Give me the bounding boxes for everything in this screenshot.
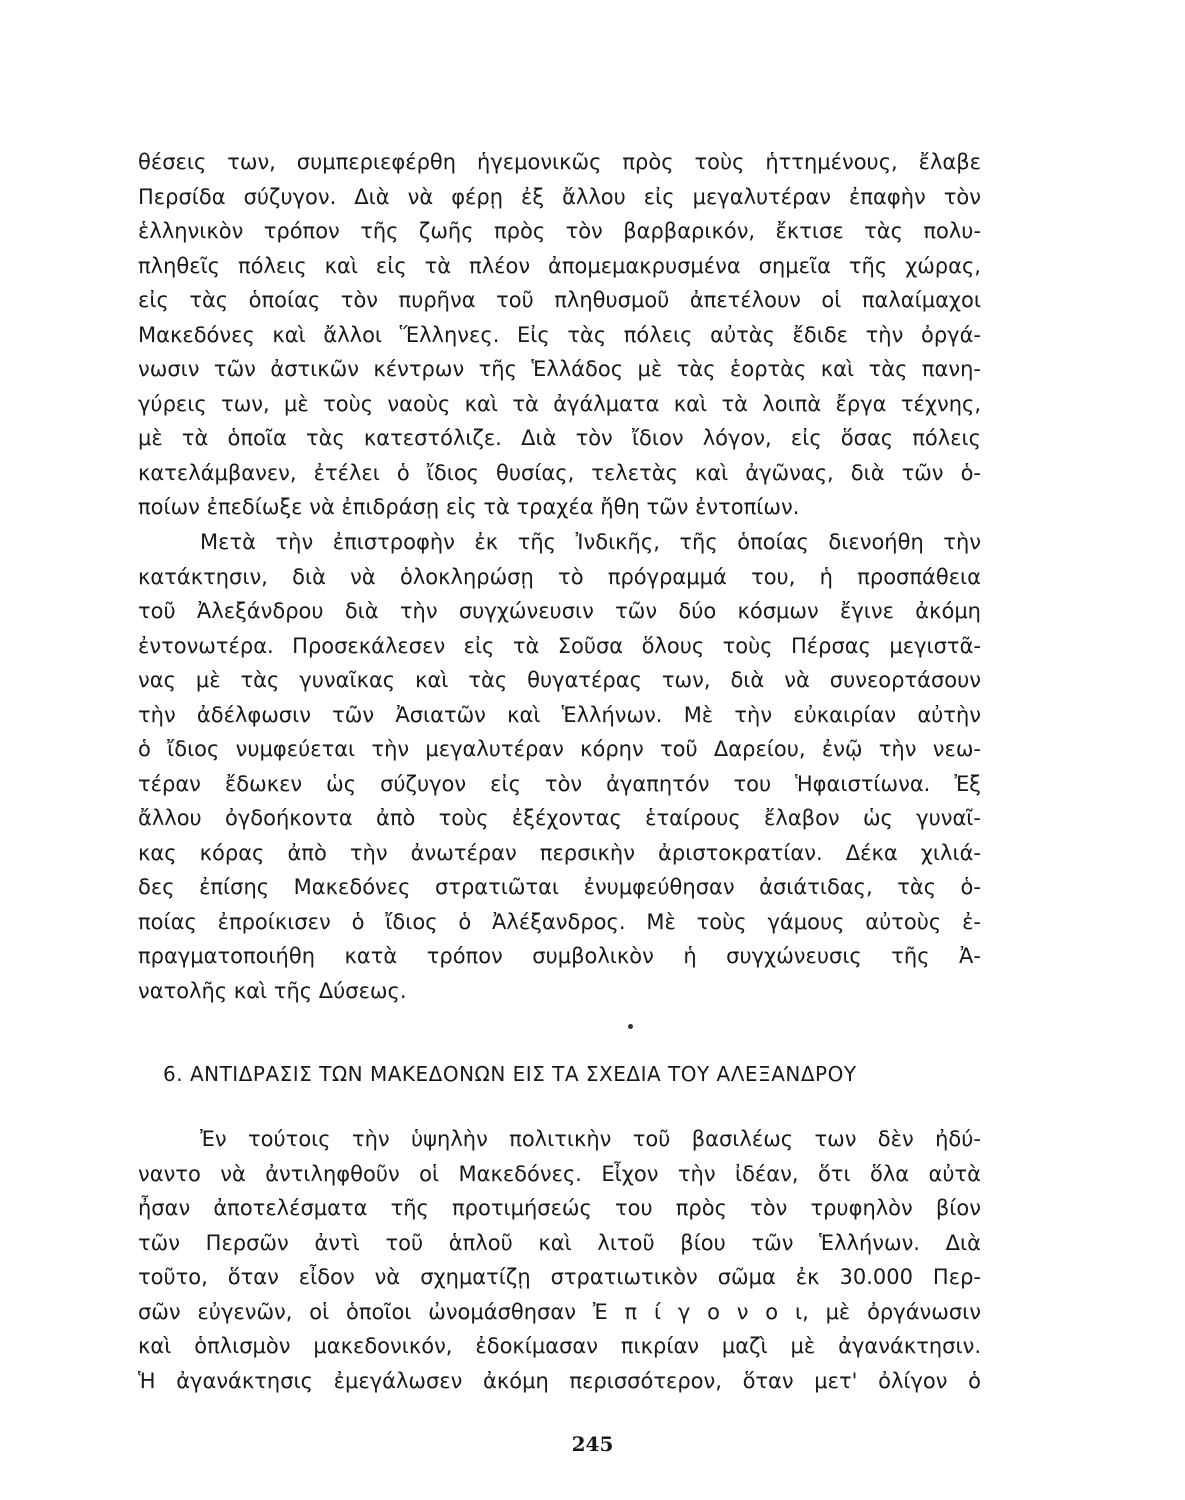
text-line: δες ἐπίσης Μακεδόνες στρατιῶται ἐνυμφεύθησαν ἀσιάτιδας, τὰς ὁ- bbox=[138, 875, 981, 899]
text-line: ποίων ἐπεδίωξε νὰ ἐπιδράσῃ εἰς τὰ τραχέα ἤθη τῶν ἐντοπίων. bbox=[138, 495, 800, 519]
text-line: ἄλλου ὀγδοήκοντα ἀπὸ τοὺς ἐξέχοντας ἑταίρους ἔλαβον ὡς γυναῖ- bbox=[138, 806, 981, 830]
text-line: ὁ ἴδιος νυμφεύεται τὴν μεγαλυτέραν κόρην τοῦ Δαρείου, ἐνῷ τὴν νεω- bbox=[138, 737, 981, 761]
page-number: 245 bbox=[571, 1432, 614, 1456]
text-line: Ἡ ἀγανάκτησις ἐμεγάλωσεν ἀκόμη περισσότερον, ὅταν μετ' ὀλίγον ὁ bbox=[138, 1368, 981, 1393]
text-line: τὴν ἀδέλφωσιν τῶν Ἀσιατῶν καὶ Ἑλλήνων. Μὲ τὴν εὐκαιρίαν αὐτὴν bbox=[138, 702, 981, 727]
text-line: Μακεδόνες καὶ ἄλλοι Ἕλληνες. Εἰς τὰς πόλεις αὐτὰς ἔδιδε τὴν ὀργά- bbox=[138, 322, 981, 347]
text-line: Περσίδα σύζυγον. Διὰ νὰ φέρῃ ἐξ ἄλλου εἰς μεγαλυτέραν ἐπαφὴν τὸν bbox=[138, 184, 981, 209]
text-line: σῶν εὐγενῶν, οἱ ὁποῖοι ὠνομάσθησαν Ἐ π ί γ ο ν ο ι, μὲ ὀργάνωσιν bbox=[138, 1299, 981, 1324]
paragraph-1 bbox=[138, 145, 981, 525]
text-line: νατολῆς καὶ τῆς Δύσεως. bbox=[138, 978, 407, 1003]
text-line: κατελάμβανεν, ἐτέλει ὁ ἴδιος θυσίας, τελετὰς καὶ ἀγῶνας, διὰ τῶν ὁ- bbox=[138, 460, 981, 485]
paragraph-3 bbox=[138, 1122, 981, 1398]
text-line: Μετὰ τὴν ἐπιστροφὴν ἐκ τῆς Ἰνδικῆς, τῆς ὁποίας διενοήθη τὴν bbox=[200, 530, 981, 554]
text-line: θέσεις των, συμπεριεφέρθη ἡγεμονικῶς πρὸς τοὺς ἡττημένους, ἔλαβε bbox=[138, 150, 981, 174]
text-line: ἐντονωτέρα. Προσεκάλεσεν εἰς τὰ Σοῦσα ὅλους τοὺς Πέρσας μεγιστᾶ- bbox=[138, 633, 981, 658]
text-line: κας κόρας ἀπὸ τὴν ἀνωτέραν περσικὴν ἀριστοκρατίαν. Δέκα χιλιά- bbox=[138, 840, 981, 865]
text-line: κατάκτησιν, διὰ νὰ ὁλοκληρώσῃ τὸ πρόγραμμά του, ἡ προσπάθεια bbox=[138, 564, 981, 589]
text-line: πραγματοποιήθη κατὰ τρόπον συμβολικὸν ἡ συγχώνευσις τῆς Ἀ- bbox=[138, 944, 981, 968]
text-line: γύρεις των, μὲ τοὺς ναοὺς καὶ τὰ ἀγάλματα καὶ τὰ λοιπὰ ἔργα τέχνης, bbox=[138, 391, 981, 416]
text-line: τοῦτο, ὅταν εἶδον νὰ σχηματίζῃ στρατιωτικὸν σῶμα ἐκ 30.000 Περ- bbox=[138, 1265, 981, 1289]
ink-speck bbox=[628, 1024, 633, 1029]
text-line: μὲ τὰ ὁποῖα τὰς κατεστόλιζε. Διὰ τὸν ἴδιον λόγον, εἰς ὅσας πόλεις bbox=[138, 426, 981, 450]
text-line: τοῦ Ἀλεξάνδρου διὰ τὴν συγχώνευσιν τῶν δύο κόσμων ἔγινε ἀκόμη bbox=[138, 599, 981, 623]
text-line: ἑλληνικὸν τρόπον τῆς ζωῆς πρὸς τὸν βαρβαρικόν, ἔκτισε τὰς πολυ- bbox=[138, 219, 981, 243]
text-line: πληθεῖς πόλεις καὶ εἰς τὰ πλέον ἀπομεμακρυσμένα σημεῖα τῆς χώρας, bbox=[138, 253, 981, 278]
text-line: νας μὲ τὰς γυναῖκας καὶ τὰς θυγατέρας των, διὰ νὰ συνεορτάσουν bbox=[138, 668, 981, 692]
section-heading: 6. ΑΝΤΙΔΡΑΣΙΣ ΤΩΝ ΜΑΚΕΔΟΝΩΝ ΕΙΣ ΤΑ ΣΧΕΔΙΑ ΤΟΥ ΑΛΕΞΑΝΔΡΟΥ bbox=[163, 1062, 857, 1086]
paragraph-2 bbox=[138, 525, 981, 1008]
text-line: τῶν Περσῶν ἀντὶ τοῦ ἁπλοῦ καὶ λιτοῦ βίου τῶν Ἑλλήνων. Διὰ bbox=[138, 1230, 981, 1255]
text-line: εἰς τὰς ὁποίας τὸν πυρῆνα τοῦ πληθυσμοῦ ἀπετέλουν οἱ παλαίμαχοι bbox=[138, 288, 981, 312]
text-line: νωσιν τῶν ἀστικῶν κέντρων τῆς Ἑλλάδος μὲ τὰς ἑορτὰς καὶ τὰς πανη- bbox=[138, 357, 981, 381]
text-line: Ἐν τούτοις τὴν ὑψηλὴν πολιτικὴν τοῦ βασιλέως των δὲν ἠδύ- bbox=[200, 1127, 981, 1151]
text-line: τέραν ἔδωκεν ὡς σύζυγον εἰς τὸν ἀγαπητόν του Ἡφαιστίωνα. Ἐξ bbox=[138, 771, 981, 796]
text-line: ποίας ἐπροίκισεν ὁ ἴδιος ὁ Ἀλέξανδρος. Μὲ τοὺς γάμους αὐτοὺς ἐ- bbox=[138, 909, 981, 934]
text-line: καὶ ὁπλισμὸν μακεδονικόν, ἐδοκίμασαν πικρίαν μαζὶ μὲ ἀγανάκτησιν. bbox=[138, 1334, 981, 1358]
text-line: ναντο νὰ ἀντιληφθοῦν οἱ Μακεδόνες. Εἶχον τὴν ἰδέαν, ὅτι ὅλα αὐτὰ bbox=[138, 1161, 981, 1186]
text-line: ἦσαν ἀποτελέσματα τῆς προτιμήσεώς του πρὸς τὸν τρυφηλὸν βίον bbox=[138, 1196, 981, 1220]
